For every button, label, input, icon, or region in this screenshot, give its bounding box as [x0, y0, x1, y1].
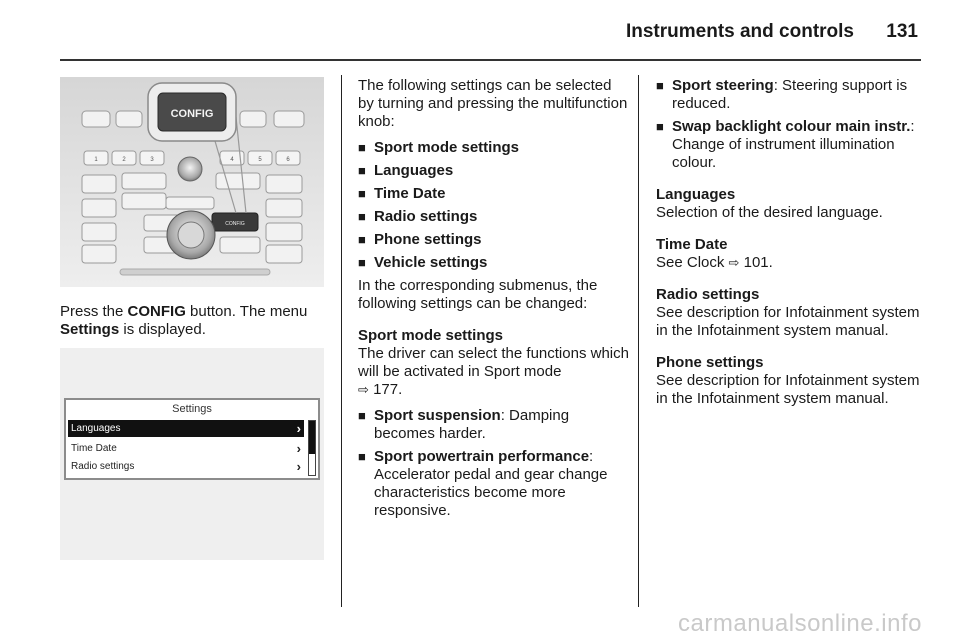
- page-reference-icon: ⇨: [728, 255, 740, 270]
- phone-settings-section: [656, 354, 922, 408]
- page-number: 131: [886, 21, 918, 42]
- screen-scrollbar: [308, 420, 316, 476]
- header-divider: [60, 59, 921, 61]
- sport-option-item: [656, 118, 922, 172]
- languages-heading: Languages: [656, 186, 736, 203]
- chevron-right-icon: ›: [296, 421, 301, 436]
- watermark: carmanualsonline.info: [678, 610, 922, 637]
- chevron-right-icon: ›: [296, 459, 301, 474]
- menu-item-label: Time Date: [71, 443, 117, 454]
- preset-key-2: 2: [122, 157, 126, 163]
- column-divider-2: [638, 75, 639, 607]
- menu-item-time-date: [68, 440, 304, 457]
- preset-key-6: 6: [286, 157, 290, 163]
- settings-list-item: ■ Radio settings: [358, 208, 630, 226]
- phone-settings-text: See description for Infotainment system in the Infotainment system manual.: [656, 372, 920, 407]
- sport-option-item: [358, 448, 630, 520]
- page-reference: 101.: [739, 254, 773, 271]
- option-term: Sport steering: [672, 77, 774, 94]
- settings-list-item: ■ Time Date: [358, 185, 630, 203]
- sport-mode-heading: Sport mode settings: [358, 327, 504, 344]
- sport-option-item: [358, 407, 630, 443]
- phone-settings-heading: Phone settings: [656, 354, 764, 371]
- small-config-label: CONFIG: [225, 221, 245, 227]
- option-desc: : Accelerator pedal and gear change characteristics become more responsive.: [374, 448, 608, 519]
- caption-text: is displayed.: [119, 321, 206, 338]
- option-term: Sport powertrain performance: [374, 448, 590, 465]
- preset-key-3: 3: [150, 157, 154, 163]
- time-date-description: See Clock: [656, 254, 729, 271]
- settings-list-item: ■ Languages: [358, 162, 630, 180]
- page-reference-icon: ⇨: [358, 382, 369, 397]
- option-term: Swap backlight colour main instr.: [672, 118, 911, 135]
- settings-screen-figure: [60, 348, 324, 560]
- display-screen: [64, 398, 320, 480]
- text-column-3: [656, 77, 922, 422]
- screen-title: Settings: [172, 403, 212, 415]
- console-photo: [60, 77, 324, 287]
- option-desc: : Steering support is reduced.: [672, 77, 908, 112]
- text-column-2: [358, 77, 630, 525]
- menu-item-label: Languages: [71, 423, 121, 434]
- photo-caption: [60, 303, 326, 339]
- settings-list-item: ■ Phone settings: [358, 231, 630, 249]
- languages-text: Selection of the desired language.: [656, 204, 883, 221]
- sport-mode-text: [358, 345, 630, 399]
- menu-item-languages: [68, 420, 304, 437]
- radio-settings-text: See description for Infotainment system in the Infotainment system manual.: [656, 304, 920, 339]
- column-divider-1: [341, 75, 342, 607]
- sport-option-item: [656, 77, 922, 113]
- menu-item-label: Radio settings: [71, 461, 135, 472]
- config-button-label: CONFIG: [170, 108, 214, 120]
- submenu-intro: In the corresponding submenus, the following settings can be changed:: [358, 277, 598, 312]
- preset-key-5: 5: [258, 157, 262, 163]
- page-reference: 177.: [368, 381, 403, 398]
- languages-section: [656, 186, 922, 222]
- option-desc: : Damping becomes harder.: [374, 407, 570, 442]
- sport-mode-description: The driver can select the functions which will be activated in Sport mode: [358, 345, 629, 380]
- config-button-ref: CONFIG: [127, 303, 186, 320]
- scrollbar-thumb: [309, 421, 315, 454]
- radio-settings-heading: Radio settings: [656, 286, 760, 303]
- settings-list-item: ■ Vehicle settings: [358, 254, 630, 272]
- caption-text: button. The menu: [185, 303, 308, 320]
- chevron-right-icon: ›: [296, 441, 301, 456]
- console-illustration: [60, 77, 324, 287]
- settings-menu-ref: Settings: [60, 321, 120, 338]
- option-term: Sport suspension: [374, 407, 501, 424]
- preset-key-4: 4: [230, 157, 234, 163]
- menu-item-radio-settings: [68, 458, 304, 475]
- page-header-title: Instruments and controls: [625, 21, 854, 42]
- preset-key-1: 1: [94, 157, 98, 163]
- time-date-heading: Time Date: [656, 236, 728, 253]
- time-date-section: [656, 236, 922, 272]
- settings-list-item: ■ Sport mode settings: [358, 139, 630, 157]
- time-date-text: [656, 254, 922, 272]
- intro-paragraph: The following settings can be selected by turning and pressing the multifunction knob:: [358, 77, 628, 130]
- radio-settings-section: [656, 286, 922, 340]
- option-desc: : Change of instrument illumination colour.: [672, 118, 915, 171]
- caption-text: Press the: [60, 303, 128, 320]
